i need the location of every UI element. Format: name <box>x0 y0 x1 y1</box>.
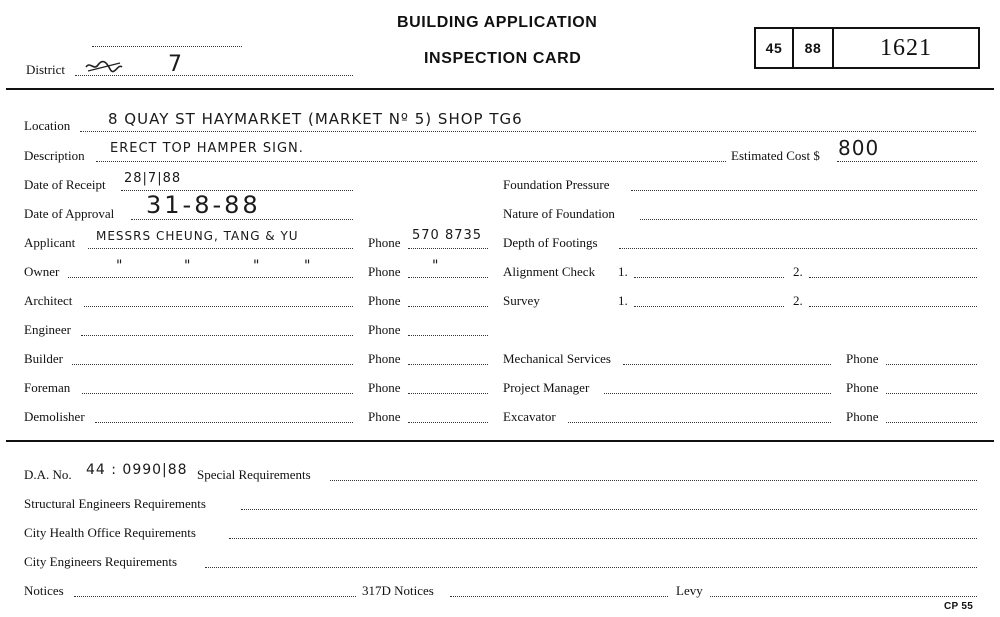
card-number-box: 1621 <box>832 27 980 69</box>
foreman-phone-field[interactable] <box>408 393 488 394</box>
engineer-label: Engineer <box>24 322 71 337</box>
applicant-field[interactable] <box>88 248 353 249</box>
mechanical-services-field[interactable] <box>623 364 831 365</box>
owner-ditto-3: " <box>253 258 261 274</box>
city-engineers-field[interactable] <box>205 567 977 568</box>
city-health-field[interactable] <box>229 538 977 539</box>
architect-field[interactable] <box>84 306 353 307</box>
mechanical-services-phone-label: Phone <box>846 351 879 366</box>
survey-1-label: 1. <box>618 293 628 308</box>
date-of-receipt-label: Date of Receipt <box>24 177 106 192</box>
city-health-label: City Health Office Requirements <box>24 525 196 540</box>
district-label: District <box>26 62 65 77</box>
excavator-phone-field[interactable] <box>886 422 977 423</box>
engineer-phone-field[interactable] <box>408 335 488 336</box>
depth-of-footings-label: Depth of Footings <box>503 235 598 250</box>
owner-label: Owner <box>24 264 60 279</box>
owner-ditto-1: " <box>116 258 124 274</box>
da-no-label: D.A. No. <box>24 467 72 482</box>
survey-1-field[interactable] <box>634 306 784 307</box>
builder-label: Builder <box>24 351 63 366</box>
architect-label: Architect <box>24 293 73 308</box>
title-line2: INSPECTION CARD <box>424 50 582 67</box>
levy-label: Levy <box>676 583 703 598</box>
alignment-check-2-field[interactable] <box>809 277 977 278</box>
card-no-field[interactable] <box>92 46 242 47</box>
form-code: CP 55 <box>944 601 974 612</box>
district-value: 7 <box>168 52 185 77</box>
builder-phone-field[interactable] <box>408 364 488 365</box>
date-of-approval-value: 31-8-88 <box>146 191 261 219</box>
applicant-phone-value: 570 8735 <box>412 228 483 243</box>
structural-engineers-label: Structural Engineers Requirements <box>24 496 206 511</box>
da-no-value: 44 : 0990|88 <box>86 462 188 478</box>
structural-engineers-field[interactable] <box>241 509 977 510</box>
date-of-approval-label: Date of Approval <box>24 206 115 221</box>
alignment-check-2-label: 2. <box>793 264 803 279</box>
middle-divider <box>6 440 994 442</box>
nature-of-foundation-label: Nature of Foundation <box>503 206 615 221</box>
applicant-value: MESSRS CHEUNG, TANG & YU <box>96 229 299 243</box>
architect-phone-field[interactable] <box>408 306 488 307</box>
notices-317d-field[interactable] <box>450 596 668 597</box>
location-field[interactable] <box>80 131 976 132</box>
description-value: ERECT TOP HAMPER SIGN. <box>110 141 304 156</box>
survey-2-label: 2. <box>793 293 803 308</box>
owner-field[interactable] <box>68 277 353 278</box>
header-divider <box>6 88 994 90</box>
city-engineers-label: City Engineers Requirements <box>24 554 178 569</box>
estimated-cost-value: 800 <box>838 136 880 160</box>
project-manager-label: Project Manager <box>503 380 590 395</box>
foundation-pressure-label: Foundation Pressure <box>503 177 610 192</box>
owner-ditto-4: " <box>304 258 312 274</box>
mechanical-services-label: Mechanical Services <box>503 351 611 366</box>
alignment-check-1-field[interactable] <box>634 277 784 278</box>
builder-field[interactable] <box>72 364 353 365</box>
description-field[interactable] <box>96 161 726 162</box>
owner-ditto-2: " <box>184 258 192 274</box>
district-strikethrough-scribble <box>84 57 124 82</box>
applicant-phone-field[interactable] <box>408 248 488 249</box>
mechanical-services-phone-field[interactable] <box>886 364 977 365</box>
foreman-phone-label: Phone <box>368 380 401 395</box>
alignment-check-label: Alignment Check <box>503 264 596 279</box>
reference-box-2: 88 <box>792 27 834 69</box>
engineer-phone-label: Phone <box>368 322 401 337</box>
foreman-label: Foreman <box>24 380 71 395</box>
depth-of-footings-field[interactable] <box>619 248 977 249</box>
special-requirements-label: Special Requirements <box>197 467 311 482</box>
excavator-label: Excavator <box>503 409 556 424</box>
date-of-approval-field[interactable] <box>131 219 353 220</box>
owner-phone-label: Phone <box>368 264 401 279</box>
alignment-check-1-label: 1. <box>618 264 628 279</box>
description-label: Description <box>24 148 85 163</box>
foundation-pressure-field[interactable] <box>631 190 977 191</box>
location-value: 8 QUAY ST HAYMARKET (MARKET Nº 5) SHOP TG6 <box>108 110 523 128</box>
owner-phone-ditto: " <box>432 258 440 274</box>
foreman-field[interactable] <box>82 393 353 394</box>
survey-2-field[interactable] <box>809 306 977 307</box>
notices-317d-label: 317D Notices <box>362 583 434 598</box>
estimated-cost-label: Estimated Cost $ <box>731 148 820 163</box>
date-of-receipt-value: 28|7|88 <box>124 171 182 186</box>
notices-field[interactable] <box>74 596 356 597</box>
demolisher-label: Demolisher <box>24 409 85 424</box>
excavator-phone-label: Phone <box>846 409 879 424</box>
demolisher-phone-label: Phone <box>368 409 401 424</box>
applicant-phone-label: Phone <box>368 235 401 250</box>
engineer-field[interactable] <box>81 335 353 336</box>
applicant-label: Applicant <box>24 235 76 250</box>
owner-phone-field[interactable] <box>408 277 488 278</box>
location-label: Location <box>24 118 71 133</box>
levy-field[interactable] <box>710 596 977 597</box>
project-manager-phone-field[interactable] <box>886 393 977 394</box>
title-line1: BUILDING APPLICATION <box>397 14 598 31</box>
survey-label: Survey <box>503 293 540 308</box>
project-manager-phone-label: Phone <box>846 380 879 395</box>
special-requirements-field[interactable] <box>330 480 977 481</box>
reference-box-1: 45 <box>754 27 794 69</box>
project-manager-field[interactable] <box>604 393 831 394</box>
architect-phone-label: Phone <box>368 293 401 308</box>
demolisher-phone-field[interactable] <box>408 422 488 423</box>
estimated-cost-field[interactable] <box>837 161 977 162</box>
notices-label: Notices <box>24 583 64 598</box>
demolisher-field[interactable] <box>95 422 353 423</box>
builder-phone-label: Phone <box>368 351 401 366</box>
nature-of-foundation-field[interactable] <box>640 219 977 220</box>
excavator-field[interactable] <box>568 422 831 423</box>
